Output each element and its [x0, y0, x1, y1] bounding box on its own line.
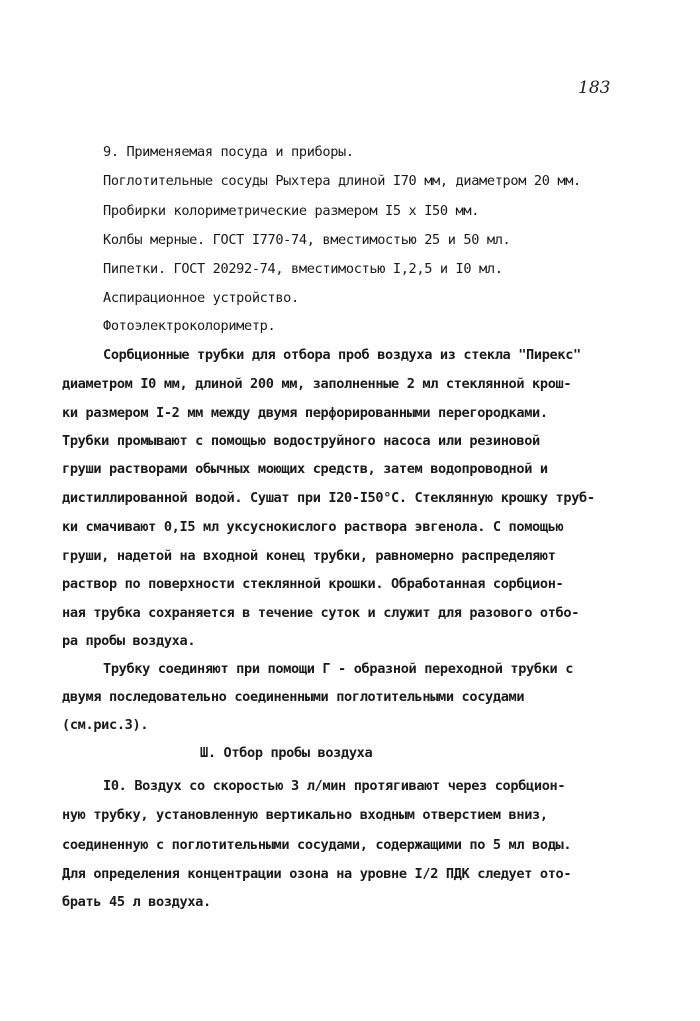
paragraph-line: ную трубку, установленную вертикально входным отверстием вниз, [62, 807, 548, 823]
paragraph-line: (см.рис.3). [62, 717, 149, 733]
paragraph-line: ра пробы воздуха. [62, 633, 196, 649]
paragraph-line: ки смачивают 0,I5 мл уксуснокислого раствора эвгенола. С помощью [62, 519, 564, 535]
paragraph-line: двумя последовательно соединенными поглотительными сосудами [62, 689, 525, 705]
paragraph-line: соединенную с поглотительными сосудами, содержащими по 5 мл воды. [62, 837, 572, 853]
equipment-item: Колбы мерные. ГОСТ I770-74, вместимостью 25 и 50 мл. [103, 232, 511, 248]
equipment-item: Пипетки. ГОСТ 20292-74, вместимостью I,2,5 и I0 мл. [103, 261, 503, 277]
paragraph-line: Сорбционные трубки для отбора проб воздуха из стекла "Пирекс" [103, 347, 581, 363]
equipment-item: Аспирационное устройство. [103, 290, 299, 306]
paragraph-line: груши, надетой на входной конец трубки, равномерно распределяют [62, 548, 556, 564]
paragraph-line: груши растворами обычных моющих средств, затем водопроводной и [62, 461, 548, 477]
equipment-item: Пробирки колориметрические размером I5 х I50 мм. [103, 203, 480, 219]
paragraph-line: Трубки промывают с помощью водоструйного насоса или резиновой [62, 433, 540, 449]
paragraph-line: дистиллированной водой. Сушат при I20-I50°С. Стеклянную крошку труб- [62, 490, 595, 506]
page-number: 183 [578, 78, 611, 98]
section-3-title: Ш. Отбор пробы воздуха [200, 745, 373, 761]
section-9-title: 9. Применяемая посуда и приборы. [103, 144, 354, 160]
paragraph-line: I0. Воздух со скоростью 3 л/мин протягивают через сорбцион- [103, 778, 566, 794]
paragraph-line: раствор по поверхности стеклянной крошки. Обработанная сорбцион- [62, 576, 564, 592]
paragraph-line: ная трубка сохраняется в течение суток и служит для разового отбо- [62, 605, 580, 621]
paragraph-line: диаметром I0 мм, длиной 200 мм, заполненные 2 мл стеклянной крош- [62, 376, 572, 392]
equipment-item: Поглотительные сосуды Рыхтера длиной I70 мм, диаметром 20 мм. [103, 173, 581, 189]
equipment-item: Фотоэлектроколориметр. [103, 318, 276, 334]
paragraph-line: Для определения концентрации озона на уровне I/2 ПДК следует ото- [62, 866, 572, 882]
paragraph-line: Трубку соединяют при помощи Г - образной переходной трубки с [103, 661, 574, 677]
paragraph-line: брать 45 л воздуха. [62, 894, 211, 910]
paragraph-line: ки размером I-2 мм между двумя перфорированными перегородками. [62, 405, 548, 421]
